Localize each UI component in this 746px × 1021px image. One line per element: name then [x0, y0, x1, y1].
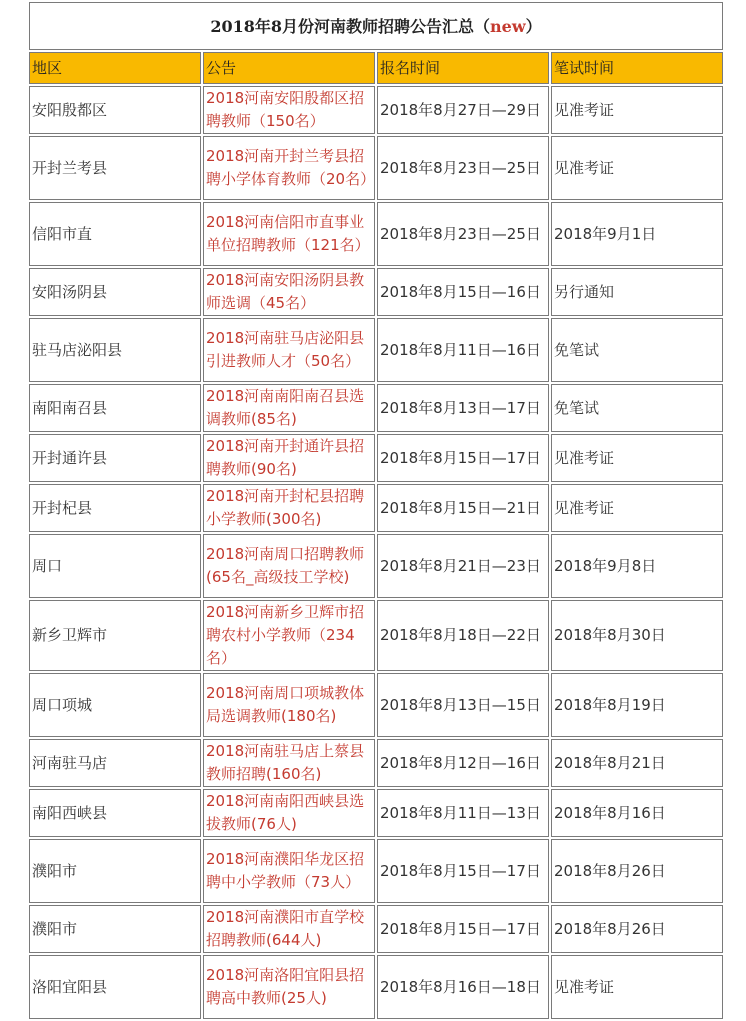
exam-date-cell: 见准考证 — [551, 136, 723, 200]
region-cell: 濮阳市 — [29, 905, 201, 953]
signup-period-cell: 2018年8月11日—13日 — [377, 789, 549, 837]
signup-period-cell: 2018年8月16日—18日 — [377, 955, 549, 1019]
signup-period-cell: 2018年8月23日—25日 — [377, 136, 549, 200]
title-row — [29, 2, 723, 50]
table-row — [29, 600, 723, 671]
notice-link[interactable]: 2018河南新乡卫辉市招聘农村小学教师（234名） — [203, 600, 375, 671]
exam-date-cell: 2018年8月21日 — [551, 739, 723, 787]
signup-period-cell: 2018年8月15日—16日 — [377, 268, 549, 316]
table-row — [29, 434, 723, 482]
signup-period-cell: 2018年8月18日—22日 — [377, 600, 549, 671]
table-row — [29, 484, 723, 532]
region-cell: 开封通许县 — [29, 434, 201, 482]
header-notice: 公告 — [203, 52, 375, 84]
header-signup: 报名时间 — [377, 52, 549, 84]
signup-period-cell: 2018年8月27日—29日 — [377, 86, 549, 134]
new-badge: new — [490, 16, 526, 36]
recruitment-table — [27, 0, 725, 1021]
region-cell: 信阳市直 — [29, 202, 201, 266]
exam-date-cell: 另行通知 — [551, 268, 723, 316]
region-cell: 洛阳宜阳县 — [29, 955, 201, 1019]
table-row — [29, 136, 723, 200]
region-cell: 开封杞县 — [29, 484, 201, 532]
table-row — [29, 318, 723, 382]
notice-link[interactable]: 2018河南驻马店上蔡县教师招聘(160名) — [203, 739, 375, 787]
table-row — [29, 673, 723, 737]
exam-date-cell: 2018年8月26日 — [551, 905, 723, 953]
signup-period-cell: 2018年8月15日—17日 — [377, 905, 549, 953]
region-cell: 周口 — [29, 534, 201, 598]
notice-link[interactable]: 2018河南安阳殷都区招聘教师（150名） — [203, 86, 375, 134]
exam-date-cell: 2018年9月1日 — [551, 202, 723, 266]
region-cell: 周口项城 — [29, 673, 201, 737]
notice-link[interactable]: 2018河南洛阳宜阳县招聘高中教师(25人) — [203, 955, 375, 1019]
exam-date-cell: 2018年8月30日 — [551, 600, 723, 671]
table-row — [29, 384, 723, 432]
page-title — [29, 2, 723, 50]
table-row — [29, 905, 723, 953]
region-cell: 南阳西峡县 — [29, 789, 201, 837]
exam-date-cell: 见准考证 — [551, 955, 723, 1019]
table-row — [29, 789, 723, 837]
exam-date-cell: 2018年8月26日 — [551, 839, 723, 903]
table-row — [29, 86, 723, 134]
table-row — [29, 202, 723, 266]
notice-link[interactable]: 2018河南南阳南召县选调教师(85名) — [203, 384, 375, 432]
region-cell: 安阳汤阴县 — [29, 268, 201, 316]
notice-link[interactable]: 2018河南安阳汤阴县教师选调（45名） — [203, 268, 375, 316]
exam-date-cell: 免笔试 — [551, 318, 723, 382]
region-cell: 安阳殷都区 — [29, 86, 201, 134]
region-cell: 河南驻马店 — [29, 739, 201, 787]
region-cell: 驻马店泌阳县 — [29, 318, 201, 382]
header-region: 地区 — [29, 52, 201, 84]
notice-link[interactable]: 2018河南信阳市直事业单位招聘教师（121名） — [203, 202, 375, 266]
notice-link[interactable]: 2018河南开封杞县招聘小学教师(300名) — [203, 484, 375, 532]
signup-period-cell: 2018年8月23日—25日 — [377, 202, 549, 266]
signup-period-cell: 2018年8月15日—17日 — [377, 839, 549, 903]
header-exam: 笔试时间 — [551, 52, 723, 84]
exam-date-cell: 见准考证 — [551, 434, 723, 482]
exam-date-cell: 2018年9月8日 — [551, 534, 723, 598]
notice-link[interactable]: 2018河南周口项城教体局选调教师(180名) — [203, 673, 375, 737]
signup-period-cell: 2018年8月15日—21日 — [377, 484, 549, 532]
region-cell: 南阳南召县 — [29, 384, 201, 432]
table-row — [29, 268, 723, 316]
content-area — [27, 0, 725, 1007]
notice-link[interactable]: 2018河南驻马店泌阳县引进教师人才（50名） — [203, 318, 375, 382]
notice-link[interactable]: 2018河南开封通许县招聘教师(90名) — [203, 434, 375, 482]
title-text: 2018年8月份河南教师招聘公告汇总（ — [210, 16, 491, 36]
exam-date-cell: 见准考证 — [551, 484, 723, 532]
signup-period-cell: 2018年8月13日—15日 — [377, 673, 549, 737]
notice-link[interactable]: 2018河南开封兰考县招聘小学体育教师（20名） — [203, 136, 375, 200]
exam-date-cell: 2018年8月19日 — [551, 673, 723, 737]
exam-date-cell: 免笔试 — [551, 384, 723, 432]
notice-link[interactable]: 2018河南濮阳华龙区招聘中小学教师（73人） — [203, 839, 375, 903]
signup-period-cell: 2018年8月11日—16日 — [377, 318, 549, 382]
table-row — [29, 955, 723, 1019]
signup-period-cell: 2018年8月21日—23日 — [377, 534, 549, 598]
signup-period-cell: 2018年8月13日—17日 — [377, 384, 549, 432]
table-row — [29, 739, 723, 787]
signup-period-cell: 2018年8月15日—17日 — [377, 434, 549, 482]
table-row — [29, 534, 723, 598]
region-cell: 新乡卫辉市 — [29, 600, 201, 671]
header-row — [29, 52, 723, 84]
title-close: ） — [525, 16, 542, 36]
region-cell: 开封兰考县 — [29, 136, 201, 200]
exam-date-cell: 见准考证 — [551, 86, 723, 134]
exam-date-cell: 2018年8月16日 — [551, 789, 723, 837]
notice-link[interactable]: 2018河南周口招聘教师(65名_高级技工学校) — [203, 534, 375, 598]
table-row — [29, 839, 723, 903]
signup-period-cell: 2018年8月12日—16日 — [377, 739, 549, 787]
notice-link[interactable]: 2018河南濮阳市直学校招聘教师(644人) — [203, 905, 375, 953]
notice-link[interactable]: 2018河南南阳西峡县选拔教师(76人) — [203, 789, 375, 837]
region-cell: 濮阳市 — [29, 839, 201, 903]
